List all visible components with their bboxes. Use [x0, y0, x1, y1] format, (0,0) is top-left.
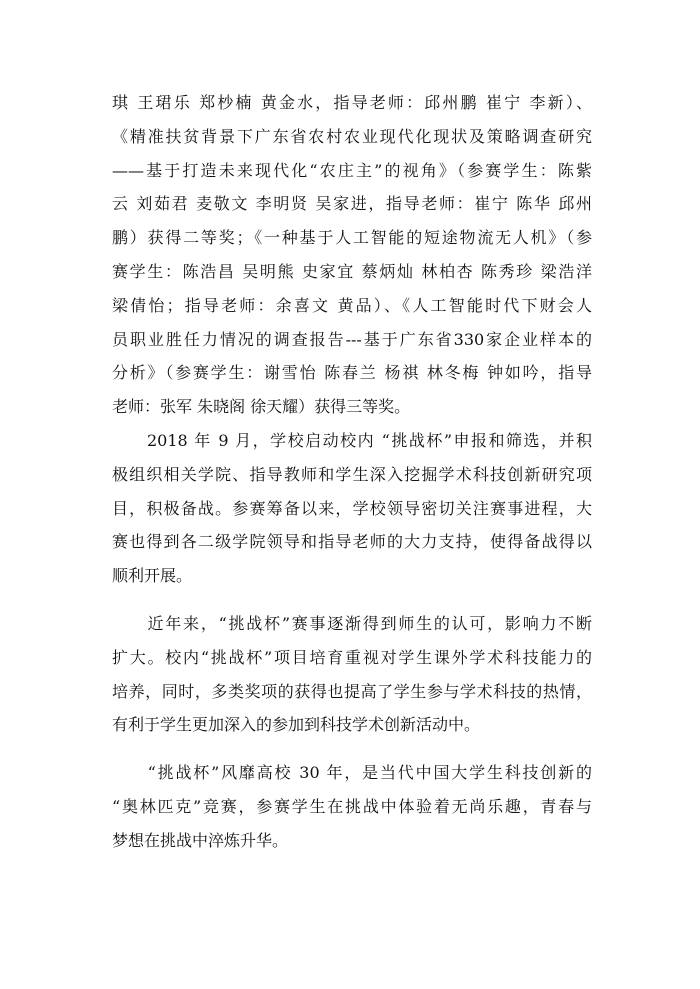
text-line: 梁倩怡；指导老师：余喜文 黄品）、《人工智能时代下财会人 [112, 295, 592, 315]
text-line: 赛也得到各二级学院领导和指导老师的大力支持，使得备战得以 [112, 532, 592, 552]
text-line: 目，积极备战。参赛筹备以来，学校领导密切关注赛事进程，大 [112, 498, 592, 518]
paragraph-spacer [112, 742, 592, 756]
text-line: 顺利开展。 [112, 566, 193, 586]
document-page [112, 86, 592, 858]
text-line: 梦想在挑战中淬炼升华。 [112, 830, 289, 850]
text-line: 分析》（参赛学生：谢雪怡 陈春兰 杨祺 林冬梅 钟如吟，指导 [112, 363, 592, 383]
text-line: 鹏）获得二等奖；《一种基于人工智能的短途物流无人机》（参 [112, 228, 592, 248]
text-line: 老师：张军 朱晓阁 徐天耀）获得三等奖。 [112, 397, 411, 417]
paragraph-conclusion [112, 756, 592, 857]
paragraph-award-list [112, 86, 592, 424]
text-line: 赛学生：陈浩昌 吴明熊 史家宜 蔡炳灿 林柏杏 陈秀珍 梁浩洋 [112, 261, 592, 281]
text-line: “奥林匹克”竞赛，参赛学生在挑战中体验着无尚乐趣，青春与 [112, 796, 592, 816]
paragraph-spacer [112, 593, 592, 607]
text-line: ——基于打造未来现代化“农庄主”的视角》（参赛学生：陈紫 [112, 160, 592, 180]
text-line: 扩大。校内“挑战杯”项目培育重视对学生课外学术科技能力的 [112, 647, 592, 667]
text-line: 《精准扶贫背景下广东省农村农业现代化现状及策略调查研究 [112, 126, 592, 146]
text-line: 培养，同时，多类奖项的获得也提高了学生参与学术科技的热情， [112, 681, 592, 701]
paragraph-preparation [112, 424, 592, 593]
text-line: 2018 年 9 月，学校启动校内 “挑战杯”申报和筛选，并积 [112, 430, 592, 450]
text-line: 有利于学生更加深入的参加到科技学术创新活动中。 [112, 715, 481, 735]
text-line: “挑战杯”风靡高校 30 年，是当代中国大学生科技创新的 [112, 763, 592, 783]
paragraph-influence [112, 607, 592, 742]
text-line: 员职业胜任力情况的调查报告---基于广东省330家企业样本的 [112, 329, 592, 349]
text-line: 近年来，“挑战杯”赛事逐渐得到师生的认可，影响力不断 [112, 613, 592, 633]
text-line: 琪 王珺乐 郑杪楠 黄金水，指导老师：邱州鹏 崔宁 李新）、 [112, 93, 592, 112]
text-line: 极组织相关学院、指导教师和学生深入挖掘学术科技创新研究项 [112, 464, 592, 484]
text-line: 云 刘茹君 麦敬文 李明贤 吴家进，指导老师：崔宁 陈华 邱州 [112, 194, 592, 214]
